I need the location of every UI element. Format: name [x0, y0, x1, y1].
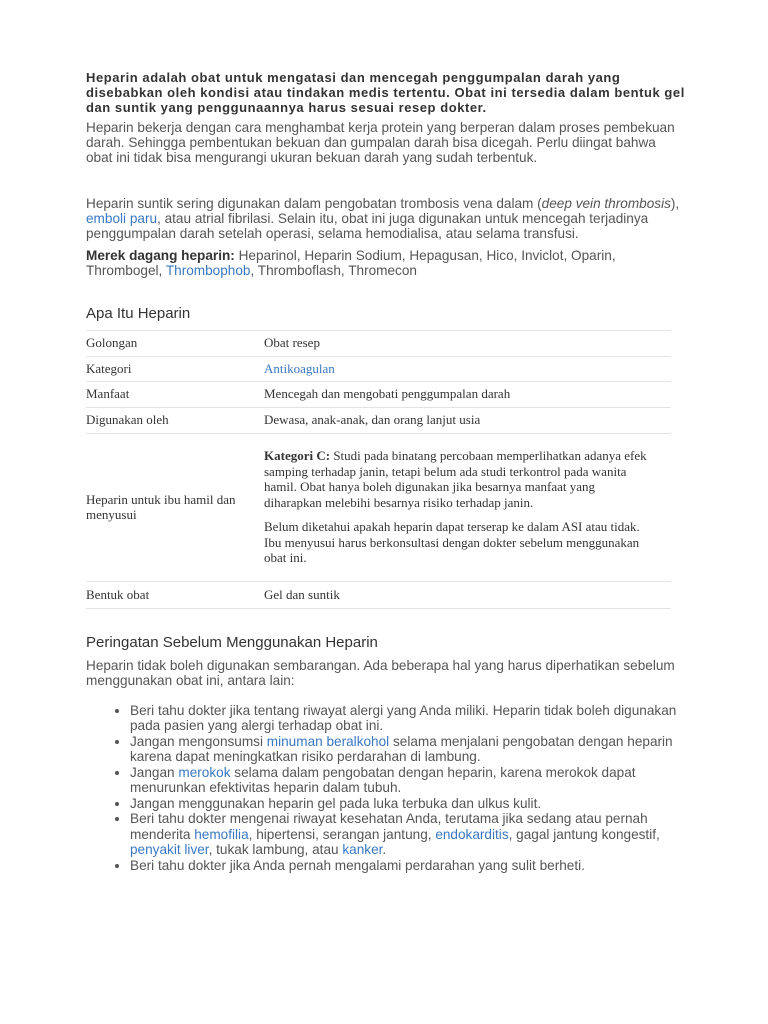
digunakan-oleh-value: Dewasa, anak-anak, dan orang lanjut usia [264, 407, 671, 433]
kategori-cell [264, 356, 671, 381]
hemofilia-link[interactable]: hemofilia [194, 826, 249, 842]
warning-intro-paragraph: Heparin tidak boleh digunakan sembarangan. Ada beberapa hal yang harus diperhatikan sebelum menggunakan obat ini, antara lain: [86, 657, 675, 688]
table-row-bentuk-obat [86, 581, 671, 608]
mechanism-paragraph: Heparin bekerja dengan cara menghambat kerja protein yang berperan dalam proses pembekuan darah. Sehingga pembentukan bekuan dan gumpalan darah bisa dicegah. Perlu diingat bahwa obat ini tidak bisa mengurangi ukuran bekuan darah yang sudah terbentuk. [86, 120, 675, 166]
list-item [130, 734, 686, 764]
manfaat-label: Manfaat [86, 381, 264, 407]
warning-alergi: Beri tahu dokter jika tentang riwayat alergi yang Anda miliki. Heparin tidak boleh digunakan pada pasien yang alergi terhadap obat ini. [130, 703, 677, 734]
emboli-paru-link[interactable]: emboli paru [86, 210, 158, 226]
list-item [130, 765, 686, 795]
endokarditis-link[interactable]: endokarditis [435, 826, 509, 842]
drug-info-table [86, 330, 671, 609]
brand-names-text-a: Heparinol, Heparin Sodium, Hepagusan, Hico, Inviclot, Oparin, Thrombogel, [86, 248, 616, 279]
section-title-apa-itu: Apa Itu Heparin [86, 304, 191, 322]
warning-alkohol-a: Jangan mengonsumsi [130, 733, 267, 749]
hamil-menyusui-label: Heparin untuk ibu hamil dan menyusui [86, 491, 236, 523]
table-row-digunakan-oleh [86, 407, 671, 433]
usage-text-c: , atau atrial fibrilasi. Selain itu, obat ini juga digunakan untuk mencegah terjadinya penggumpalan darah setelah operasi, selama hemodialisa, atau selama transfusi. [86, 210, 649, 242]
kanker-link[interactable]: kanker [342, 841, 383, 857]
warning-luka: Jangan menggunakan heparin gel pada luka terbuka dan ulkus kulit. [130, 795, 542, 811]
pregnancy-category-desc: Studi pada binatang percobaan memperlihatkan adanya efek samping terhadap janin, tetapi belum ada studi terkontrol pada wanita hamil. Obat hanya boleh digunakan jika besarnya manfaat yang diharapkan melebihi besarnya risiko terhadap janin. [264, 448, 647, 510]
warning-riwayat-c: , gagal jantung kongestif, [508, 826, 660, 842]
warning-riwayat-a: Beri tahu dokter mengenai riwayat kesehatan Anda, terutama jika sedang atau pernah menderita [130, 811, 648, 842]
section-title-peringatan: Peringatan Sebelum Menggunakan Heparin [86, 633, 378, 651]
kategori-label: Kategori [86, 356, 264, 381]
article-content [86, 70, 686, 873]
table-row-golongan [86, 330, 671, 356]
table-row-hamil-menyusui [86, 433, 671, 581]
hamil-menyusui-cell [264, 433, 671, 581]
manfaat-value: Mencegah dan mengobati penggumpalan darah [264, 381, 671, 407]
warning-riwayat-e: . [382, 841, 387, 857]
golongan-label: Golongan [86, 330, 264, 356]
table-row-kategori [86, 356, 671, 381]
warning-alkohol-b: selama menjalani pengobatan dengan heparin karena dapat meningkatkan risiko perdarahan di lambung. [130, 733, 673, 765]
usage-text-a: Heparin suntik sering digunakan dalam pengobatan trombosis vena dalam ( [86, 195, 542, 211]
usage-text-b: ), [670, 195, 680, 211]
warning-perdarahan: Beri tahu dokter jika Anda pernah mengalami perdarahan yang sulit berheti. [130, 857, 585, 873]
warning-rokok-a: Jangan [130, 764, 179, 780]
antikoagulan-link[interactable]: Antikoagulan [264, 360, 335, 376]
breastfeeding-text: Belum diketahui apakah heparin dapat terserap ke dalam ASI atau tidak. Ibu menyusui harus berkonsultasi dengan dokter sebelum menggunakan obat ini. [264, 519, 640, 566]
pregnancy-category-label: Kategori C: [264, 448, 331, 464]
minuman-beralkohol-link[interactable]: minuman beralkohol [266, 733, 390, 749]
lead-paragraph: Heparin adalah obat untuk mengatasi dan mencegah penggumpalan darah yang disebabkan oleh kondisi atau tindakan medis tertentu. Obat ini tersedia dalam bentuk gel dan suntik yang penggunaannya harus sesuai resep dokter. [86, 70, 685, 115]
golongan-value: Obat resep [264, 330, 671, 356]
warning-list [86, 703, 686, 873]
warning-rokok-b: selama dalam pengobatan dengan heparin, karena merokok dapat menurunkan efektivitas heparin dalam tubuh. [130, 764, 636, 796]
bentuk-obat-value: Gel dan suntik [264, 581, 671, 608]
brand-names-label: Merek dagang heparin: [86, 248, 235, 264]
list-item [130, 703, 686, 733]
brand-names-text-b: , Thromboflash, Thromecon [250, 263, 417, 279]
pregnancy-category-text [264, 448, 654, 510]
warning-riwayat-d: , tukak lambung, atau [208, 841, 343, 857]
list-item [130, 811, 686, 857]
hamil-menyusui-content [264, 448, 654, 566]
digunakan-oleh-label: Digunakan oleh [86, 407, 264, 433]
merokok-link[interactable]: merokok [178, 764, 231, 780]
bentuk-obat-label: Bentuk obat [86, 581, 264, 608]
usage-italic-term: deep vein thrombosis [541, 195, 671, 211]
list-item [130, 858, 686, 873]
brand-names-paragraph [86, 248, 686, 278]
usage-paragraph [86, 196, 686, 242]
list-item [130, 796, 686, 811]
warning-riwayat-b: , hipertensi, serangan jantung, [248, 826, 436, 842]
table-row-manfaat [86, 381, 671, 407]
penyakit-liver-link[interactable]: penyakit liver [130, 841, 209, 857]
hamil-menyusui-label-cell [86, 433, 264, 581]
thrombophob-link[interactable]: Thrombophob [165, 263, 251, 279]
